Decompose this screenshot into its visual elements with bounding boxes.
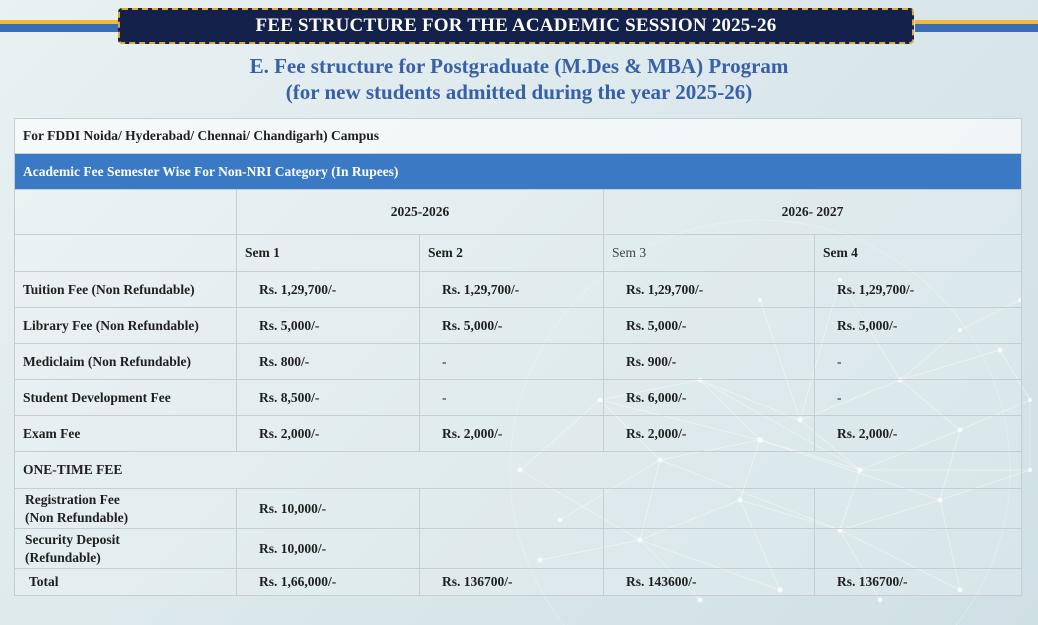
semester-header: Sem 4 bbox=[815, 235, 1022, 272]
row-label: Exam Fee bbox=[15, 416, 237, 452]
page-banner bbox=[118, 8, 914, 44]
empty-cell bbox=[815, 529, 1022, 569]
fee-cell: Rs. 1,29,700/- bbox=[604, 272, 815, 308]
security-deposit-value: Rs. 10,000/- bbox=[237, 529, 420, 569]
empty-cell bbox=[420, 529, 604, 569]
year-header-row bbox=[15, 190, 1022, 235]
table-row bbox=[15, 344, 1022, 380]
banner-title: FEE STRUCTURE FOR THE ACADEMIC SESSION 2025-26 bbox=[255, 15, 777, 36]
fee-cell: Rs. 800/- bbox=[237, 344, 420, 380]
one-time-fee-label: ONE-TIME FEE bbox=[15, 452, 1022, 489]
total-cell: Rs. 136700/- bbox=[815, 569, 1022, 596]
empty-cell bbox=[604, 529, 815, 569]
semester-header: Sem 3 bbox=[604, 235, 815, 272]
year-header-1: 2025-2026 bbox=[237, 190, 604, 235]
fee-cell: Rs. 8,500/- bbox=[237, 380, 420, 416]
fee-cell: - bbox=[815, 344, 1022, 380]
table-row bbox=[15, 416, 1022, 452]
total-cell: Rs. 143600/- bbox=[604, 569, 815, 596]
fee-table bbox=[14, 118, 1022, 596]
fee-cell: Rs. 1,29,700/- bbox=[815, 272, 1022, 308]
total-cell: Rs. 1,66,000/- bbox=[237, 569, 420, 596]
registration-fee-label bbox=[15, 489, 237, 529]
fee-cell: Rs. 5,000/- bbox=[815, 308, 1022, 344]
fee-cell: Rs. 2,000/- bbox=[604, 416, 815, 452]
fee-cell: Rs. 2,000/- bbox=[815, 416, 1022, 452]
semester-header: Sem 1 bbox=[237, 235, 420, 272]
table-row bbox=[15, 380, 1022, 416]
security-deposit-label-line1: Security Deposit bbox=[25, 531, 120, 547]
category-label: Academic Fee Semester Wise For Non-NRI Category (In Rupees) bbox=[15, 154, 1022, 190]
fee-cell: Rs. 6,000/- bbox=[604, 380, 815, 416]
total-row bbox=[15, 569, 1022, 596]
total-cell: Rs. 136700/- bbox=[420, 569, 604, 596]
fee-cell: - bbox=[420, 380, 604, 416]
row-label: Mediclaim (Non Refundable) bbox=[15, 344, 237, 380]
category-row bbox=[15, 154, 1022, 190]
registration-fee-label-line1: Registration Fee bbox=[25, 491, 120, 507]
row-label: Tuition Fee (Non Refundable) bbox=[15, 272, 237, 308]
security-deposit-row bbox=[15, 529, 1022, 569]
registration-fee-label-line2: (Non Refundable) bbox=[25, 509, 129, 525]
semester-header-empty bbox=[15, 235, 237, 272]
table-row bbox=[15, 308, 1022, 344]
empty-cell bbox=[815, 489, 1022, 529]
row-label: Library Fee (Non Refundable) bbox=[15, 308, 237, 344]
decorative-stripe-right bbox=[915, 20, 1038, 32]
fee-cell: Rs. 1,29,700/- bbox=[420, 272, 604, 308]
security-deposit-label-line2: (Refundable) bbox=[25, 549, 101, 565]
year-header-2: 2026- 2027 bbox=[604, 190, 1022, 235]
fee-cell: Rs. 5,000/- bbox=[420, 308, 604, 344]
fee-cell: - bbox=[420, 344, 604, 380]
decorative-stripe-left bbox=[0, 20, 120, 32]
empty-cell bbox=[604, 489, 815, 529]
campus-label: For FDDI Noida/ Hyderabad/ Chennai/ Chandigarh) Campus bbox=[15, 119, 1022, 154]
campus-row bbox=[15, 119, 1022, 154]
fee-cell: - bbox=[815, 380, 1022, 416]
fee-cell: Rs. 1,29,700/- bbox=[237, 272, 420, 308]
empty-cell bbox=[420, 489, 604, 529]
fee-cell: Rs. 900/- bbox=[604, 344, 815, 380]
fee-cell: Rs. 5,000/- bbox=[237, 308, 420, 344]
table-row bbox=[15, 272, 1022, 308]
section-subheading: (for new students admitted during the year 2025-26) bbox=[285, 80, 753, 104]
fee-cell: Rs. 5,000/- bbox=[604, 308, 815, 344]
semester-header-row bbox=[15, 235, 1022, 272]
total-label: Total bbox=[15, 569, 237, 596]
one-time-fee-row bbox=[15, 452, 1022, 489]
section-heading: E. Fee structure for Postgraduate (M.Des & MBA) Program bbox=[249, 54, 789, 78]
year-header-empty bbox=[15, 190, 237, 235]
security-deposit-label bbox=[15, 529, 237, 569]
semester-header: Sem 2 bbox=[420, 235, 604, 272]
fee-cell: Rs. 2,000/- bbox=[420, 416, 604, 452]
registration-fee-value: Rs. 10,000/- bbox=[237, 489, 420, 529]
registration-fee-row bbox=[15, 489, 1022, 529]
row-label: Student Development Fee bbox=[15, 380, 237, 416]
fee-cell: Rs. 2,000/- bbox=[237, 416, 420, 452]
